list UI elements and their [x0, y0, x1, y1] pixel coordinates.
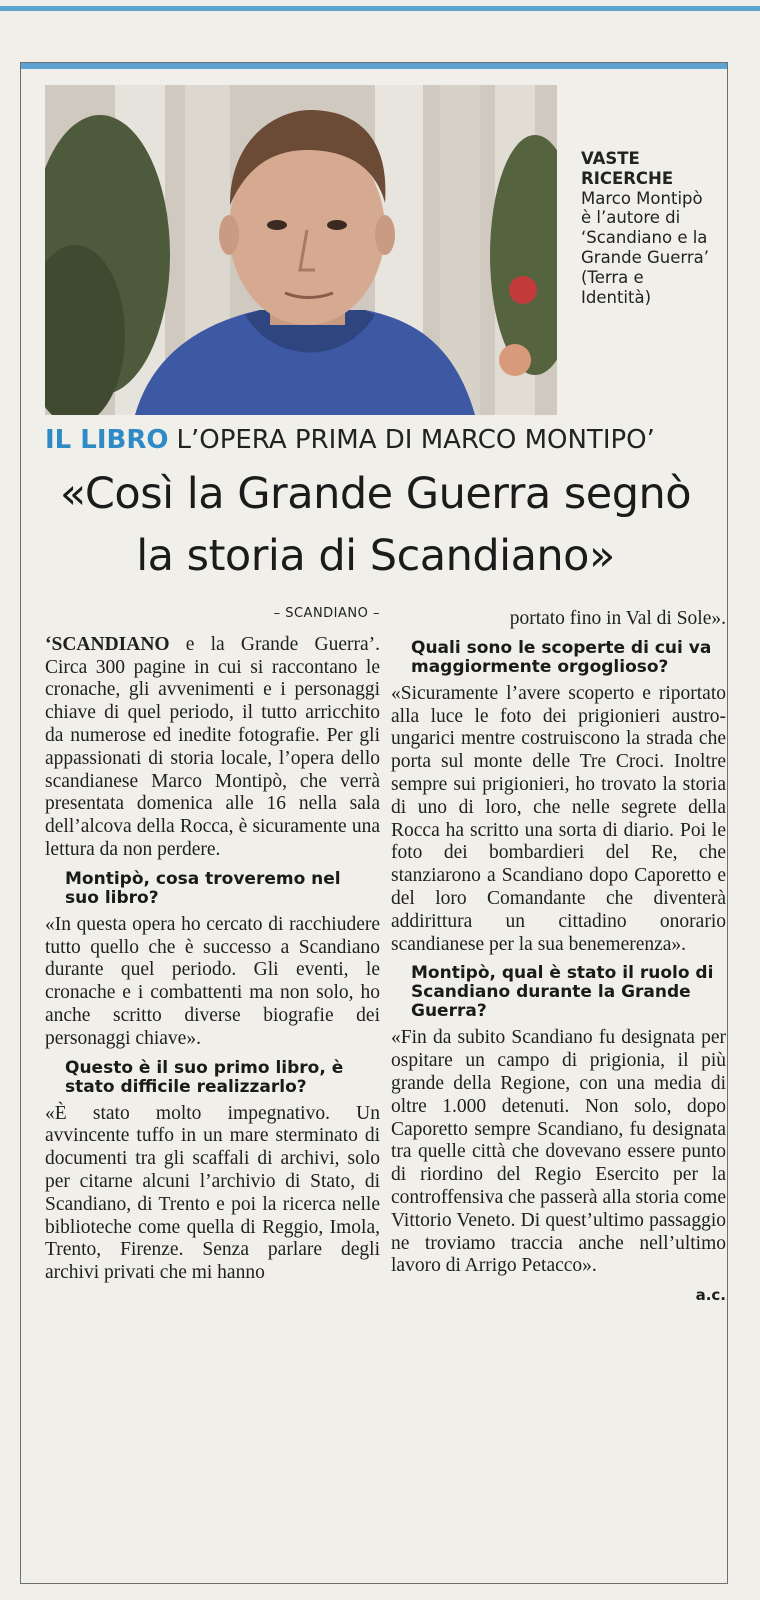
dateline: – SCANDIANO –: [273, 606, 380, 621]
top-rule: [0, 6, 760, 11]
box-top-rule: [21, 63, 727, 69]
portrait-photo: [45, 85, 557, 415]
section-kicker: [45, 425, 655, 455]
lead-word: ‘SCANDIANO: [45, 633, 170, 655]
paragraph-intro: [45, 634, 380, 862]
answer-4: «Fin da subito Scandiano fu designata per ospitare un campo di prigionia, il più grande della Regione, con una media di oltre 1.000 detenuti. Non solo, dopo Caporetto sempre Scandiano, fu designata tra quelle città che dovevano essere punto di riordino del Regio Esercito per la controffensiva che passerà alla storia come Vittorio Veneto. Di quest’ultimo passaggio ne troviamo traccia anche nell’ultimo lavoro di Arrigo Petacco».: [391, 1027, 726, 1277]
question-1: Montipò, cosa troveremo nel suo libro?: [65, 868, 341, 908]
section-tag: IL LIBRO: [45, 425, 169, 455]
question-3: Quali sono le scoperte di cui va maggiormente orgoglioso?: [411, 637, 712, 677]
answer-2-continued: portato fino in Val di Sole».: [509, 608, 726, 629]
section-subtitle: L’OPERA PRIMA DI MARCO MONTIPO’: [176, 425, 655, 455]
answer-2: «È stato molto impegnativo. Un avvincente tuffo in un mare sterminato di documenti tra gli scaffali di archivi, solo per citarne alcuni l’archivio di Stato, di Scandiano, di Trento e poi la ricerca nelle biblioteche come quella di Reggio, Imola, Trento, Firenze. Senza parlare degli archivi privati che mi hanno: [45, 1102, 380, 1284]
portrait-photo-icon: [45, 85, 557, 415]
headline: «Così la Grande Guerra segnò la storia di Scandiano»: [59, 469, 692, 581]
question-2: Questo è il suo primo libro, è stato difficile realizzarlo?: [65, 1057, 344, 1097]
caption-text: Marco Montipò è l’autore di ‘Scandiano e la Grande Guerra’ (Terra e Identità): [581, 188, 710, 307]
question-4: Montipò, qual è stato il ruolo di Scandiano durante la Grande Guerra?: [411, 963, 714, 1022]
column-left: [45, 603, 380, 1285]
author-signature: a.c.: [695, 1286, 726, 1305]
answer-3: «Sicuramente l’avere scoperto e riportato alla luce le foto dei prigionieri austro-ungarici mentre costruiscono la strada che porta sul monte delle Tre Croci. Inoltre sempre sui prigionieri, ho trovato la storia di uno di loro, che nelle segrete della Rocca ha scritto una sorta di diario. Poi le foto dei bombardieri del Re, che stanziarono a Scandiano dopo Caporetto e del loro Comandante che diventerà addirittura un cittadino onorario scandianese per la sua benemerenza».: [391, 682, 726, 955]
intro-text: e la Grande Guerra’. Circa 300 pagine in cui si raccontano le cronache, gli avvenimenti e i personaggi chiave di quel periodo, il tutto arricchito da numerose ed inedite fotografie. Per gli appassionati di storia locale, l’opera dello scandianese Marco Montipò, che verrà presentata domenica alle 16 nella sala dell’alcova della Rocca, è sicuramente una lettura da non perdere.: [45, 633, 380, 860]
caption-kicker: VASTE RICERCHE: [581, 149, 674, 188]
answer-1: «In questa opera ho cercato di racchiudere tutto quello che è successo a Scandiano durante quel periodo. Gli eventi, le cronache e i combattenti ma non solo, ho anche scritto diverse biografie dei personaggi chiave».: [45, 913, 380, 1049]
column-right: [391, 608, 726, 1307]
article-box: [20, 62, 728, 1584]
photo-caption: [581, 149, 716, 307]
